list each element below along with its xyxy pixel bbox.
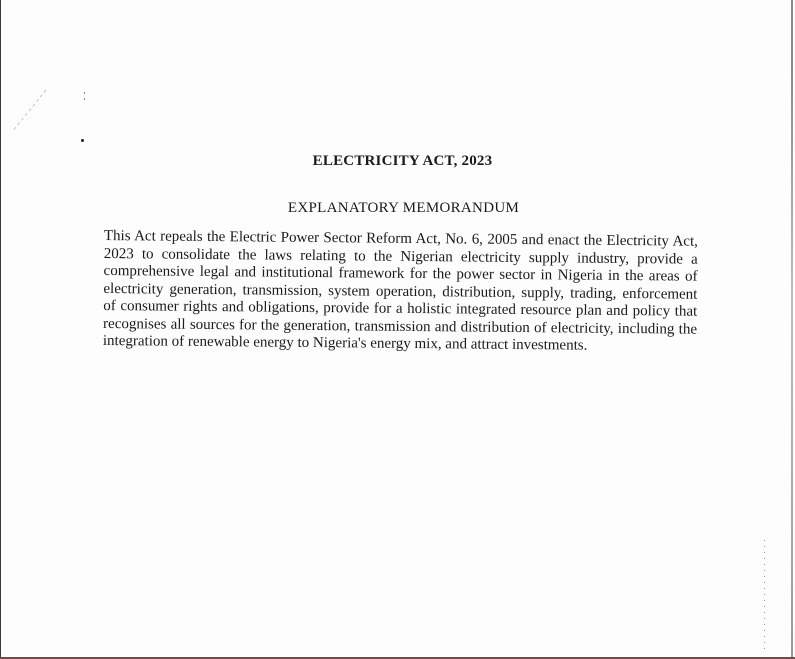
scan-edge-right [791,0,793,659]
document-title: ELECTRICITY ACT, 2023 [312,153,493,169]
paragraph-line: This Act repeals the Electric Power Sector Reform Act, No. 6, 2005 and enact the Electricity Act, [103,228,698,250]
scan-artifact-stroke [10,86,50,136]
scan-edge-left [0,0,1,659]
paragraph-line: comprehensive legal and institutional framework for the power sector in Nigeria in the areas of [103,262,698,285]
scan-speck [84,98,85,100]
scan-speck [84,92,85,94]
memorandum-paragraph [103,228,698,356]
paragraph-line: 2023 to consolidate the laws relating to the Nigerian electricity supply industry, provide a [103,245,698,268]
paragraph-line: recognises all sources for the generation, transmission and distribution of electricity, including the [103,315,698,338]
document-subtitle: EXPLANATORY MEMORANDUM [287,200,520,216]
paragraph-line: integration of renewable energy to Nigeria's energy mix, and attract investments. [102,332,588,354]
paragraph-line: of consumer rights and obligations, provide for a holistic integrated resource plan and policy that [103,297,698,320]
paragraph-line: electricity generation, transmission, system operation, distribution, supply, trading, enforcement [103,280,698,303]
scan-speck [81,139,84,142]
scan-artifact-dots [764,540,765,650]
